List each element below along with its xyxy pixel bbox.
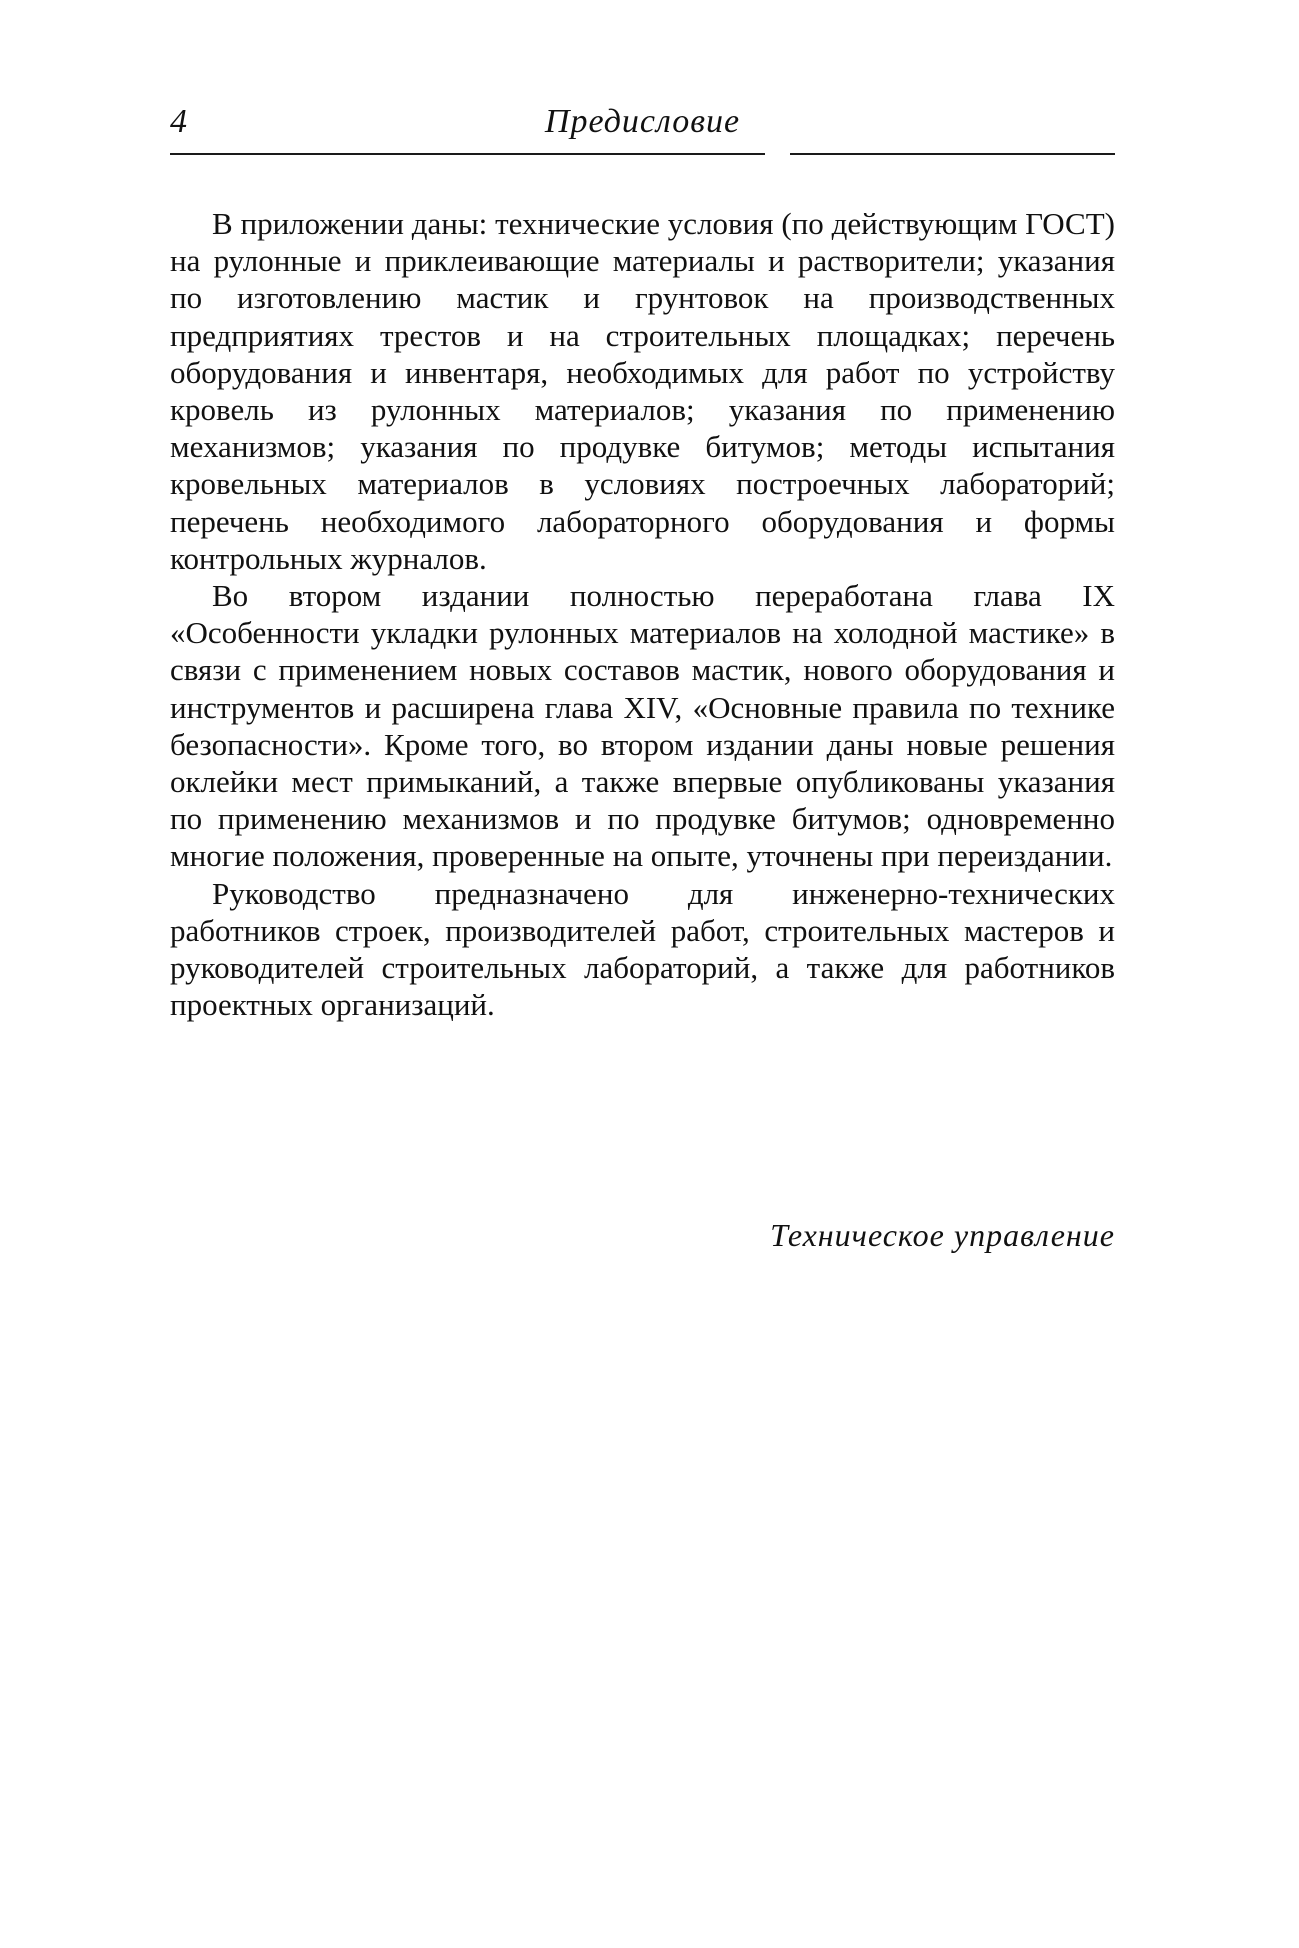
paragraph-audience: Руководство предназначено для инженерно-технических работников строек, производителей работ, строительных мастеров и руководителей строительных лабораторий, а также для работников проектных организаций. (170, 875, 1115, 1023)
page-number: 4 (170, 103, 187, 140)
running-title: Предисловие (544, 103, 741, 140)
paragraph-appendix-contents: В приложении даны: технические условия (по действующим ГОСТ) на рулонные и приклеивающие материалы и растворители; указания по изготовлению мастик и грунтовок на производственных предприятиях трестов и на строительных площадках; перечень оборудования и инвентаря, необходимых для работ по устройству кровель из рулонных материалов; указания по применению механизмов; указания по продувке битумов; методы испытания кровельных материалов в условиях построечных лабораторий; перечень необходимого лабораторного оборудования и формы контрольных журналов. (170, 206, 1115, 576)
header-rule-left (170, 153, 765, 155)
paragraph-second-edition: Во втором издании полностью переработана глава IX «Особенности укладки рулонных материалов на холодной мастике» в связи с применением новых составов мастик, нового оборудования и инструментов и расширена глава XIV, «Основные правила по технике безопасности». Кроме того, во втором издании даны новые решения оклейки мест примыканий, а также впервые опубликованы указания по применению механизмов и по продувке битумов; одновременно многие положения, проверенные на опыте, уточнены при переиздании. (170, 578, 1115, 874)
signature: Техническое управление (770, 1217, 1115, 1253)
running-header (170, 100, 1115, 144)
preface-body (170, 205, 1115, 1023)
header-rule-right (790, 153, 1115, 155)
